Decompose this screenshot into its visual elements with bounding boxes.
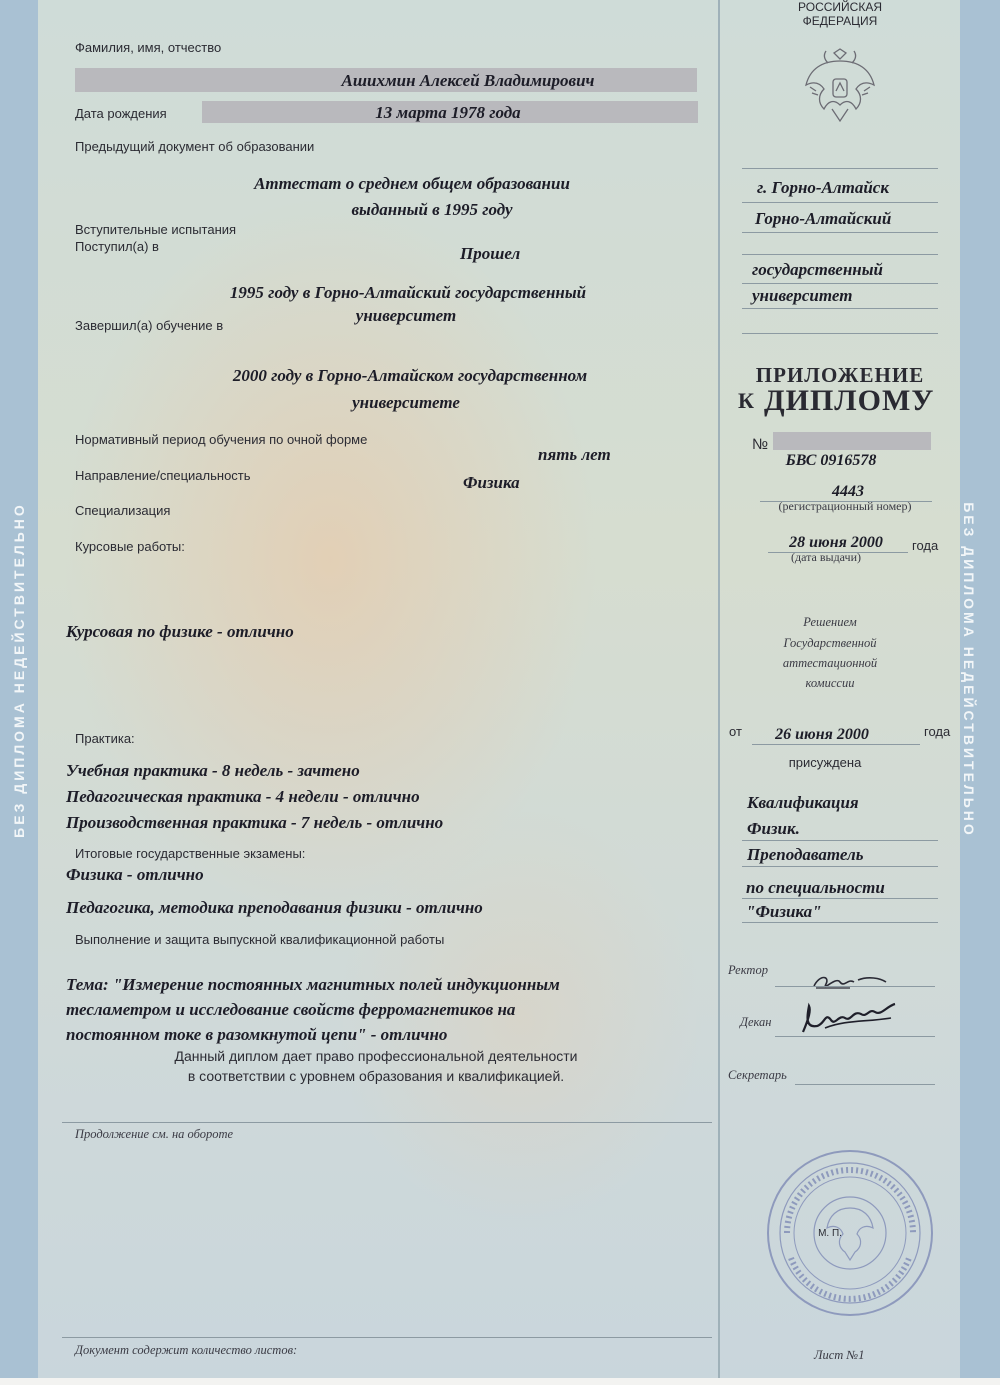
birth-value: 13 марта 1978 года: [375, 103, 521, 122]
ruled-line: [752, 744, 920, 745]
sheets-count-label: Документ содержит количество листов:: [75, 1343, 298, 1357]
practice-item: Производственная практика - 7 недель - отлично: [66, 813, 444, 832]
stamp-mp-label: М. П.: [818, 1228, 842, 1239]
ruled-line: [742, 840, 938, 841]
prev-doc-line2: выданный в 1995 году: [351, 200, 513, 219]
issue-caption: (дата выдачи): [791, 550, 861, 564]
thesis-label: Выполнение и защита выпускной квалификационной работы: [75, 932, 445, 947]
awarded-label: присуждена: [788, 755, 862, 770]
practice-label: Практика:: [75, 731, 135, 746]
prev-doc-line1: Аттестат о среднем общем образовании: [254, 174, 570, 193]
diploma-number: БВС 0916578: [785, 452, 877, 469]
dean-signature: [795, 998, 905, 1040]
ruled-line: [742, 898, 938, 899]
direction-label: Направление/специальность: [75, 468, 251, 483]
rights-line2: в соответствии с уровнем образования и квалификацией.: [187, 1068, 565, 1084]
number-symbol: №: [752, 436, 769, 453]
ruled-line: [742, 308, 938, 309]
finished-label: Завершил(а) обучение в: [75, 318, 224, 333]
specialization-label: Специализация: [75, 503, 171, 518]
course-value: Курсовая по физике - отлично: [66, 622, 294, 641]
from-word: от: [729, 724, 742, 739]
fio-value: Ашихмин Алексей Владимирович: [341, 71, 595, 90]
finished-line1: 2000 году в Горно-Алтайском государственном: [232, 366, 588, 385]
supplement-title-line1: ПРИЛОЖЕНИЕ: [755, 363, 925, 387]
rector-label: Ректор: [728, 963, 768, 977]
university-line: государственный: [752, 260, 883, 279]
entrance-label: Вступительные испытания: [75, 222, 237, 237]
number-redaction: [773, 432, 931, 450]
supplement-title-line2: ДИПЛОМУ: [764, 384, 935, 417]
course-label: Курсовые работы:: [75, 539, 185, 554]
prev-doc-label: Предыдущий документ об образовании: [75, 139, 315, 154]
rights-line1: Данный диплом дает право профессиональной деятельности: [174, 1048, 578, 1064]
finished-line2: университете: [352, 393, 460, 412]
decision-line: Государственной: [783, 636, 877, 650]
thesis-line: Тема: "Измерение постоянных магнитных полей индукционным: [66, 975, 560, 994]
city-value: г. Горно-Алтайск: [757, 178, 889, 197]
university-line: университет: [752, 286, 853, 305]
decision-date: 26 июня 2000: [775, 726, 869, 743]
exam-item: Физика - отлично: [66, 865, 204, 884]
page-divider: [718, 0, 720, 1385]
enrolled-line2: университет: [355, 306, 457, 325]
decision-line: аттестационной: [782, 656, 878, 670]
ruled-line: [742, 333, 938, 334]
rector-signature: [810, 968, 890, 998]
university-line: Горно-Алтайский: [755, 209, 892, 228]
ruled-line: [742, 202, 938, 203]
exams-label: Итоговые государственные экзамены:: [75, 846, 306, 861]
paper-bottom-edge: [0, 1378, 1000, 1385]
issue-date: 28 июня 2000: [789, 534, 883, 551]
country-line2: ФЕДЕРАЦИЯ: [802, 14, 878, 28]
period-value: пять лет: [538, 445, 611, 464]
exam-item: Педагогика, методика преподавания физики - отлично: [66, 898, 483, 917]
practice-item: Учебная практика - 8 недель - зачтено: [66, 761, 360, 780]
left-strip-text: БЕЗ ДИПЛОМА НЕДЕЙСТВИТЕЛЬНО: [11, 502, 27, 838]
qualification-line: Физик.: [747, 819, 800, 838]
period-label: Нормативный период обучения по очной форме: [75, 432, 368, 447]
ruled-line: [742, 283, 938, 284]
official-seal-icon: [765, 1148, 935, 1318]
coat-of-arms-icon: [800, 45, 880, 125]
qualification-line: по специальности: [746, 878, 885, 897]
enrolled-label: Поступил(а) в: [75, 239, 159, 254]
year-word-2: года: [924, 724, 951, 739]
direction-value: Физика: [463, 473, 520, 492]
practice-item: Педагогическая практика - 4 недели - отлично: [66, 787, 420, 806]
ruled-line: [775, 986, 935, 987]
registration-caption: (регистрационный номер): [778, 499, 912, 513]
thesis-line: постоянном токе в разомкнутой цепи" - отлично: [66, 1025, 448, 1044]
sheet-number: Лист №1: [814, 1348, 865, 1362]
ruled-line: [742, 866, 938, 867]
ruled-line: [795, 1084, 935, 1085]
year-word: года: [912, 538, 939, 553]
enrolled-line1: 1995 году в Горно-Алтайский государственный: [229, 283, 587, 302]
ruled-line: [742, 168, 938, 169]
decision-line: комиссии: [805, 676, 855, 690]
right-strip-text: БЕЗ ДИПЛОМА НЕДЕЙСТВИТЕЛЬНО: [961, 502, 977, 838]
thesis-line: тесламетром и исследование свойств ферромагнетиков на: [66, 1000, 516, 1019]
fio-label: Фамилия, имя, отчество: [75, 40, 222, 55]
ruled-line: [742, 922, 938, 923]
secretary-label: Секретарь: [728, 1068, 787, 1082]
registration-number: 4443: [832, 483, 864, 500]
decision-line: Решением: [803, 615, 857, 629]
birth-label: Дата рождения: [75, 106, 167, 121]
ruled-line: [742, 232, 938, 233]
supplement-title-k: К: [738, 388, 754, 413]
qualification-line: Квалификация: [747, 793, 859, 812]
country-line1: РОССИЙСКАЯ: [798, 0, 882, 14]
dean-label: Декан: [740, 1015, 772, 1029]
continued-note: Продолжение см. на обороте: [75, 1127, 234, 1141]
qualification-line: "Физика": [746, 902, 822, 921]
qualification-line: Преподаватель: [747, 845, 864, 864]
separator-line: [62, 1337, 712, 1338]
ruled-line: [775, 1036, 935, 1037]
entrance-value: Прошел: [460, 244, 521, 263]
separator-line: [62, 1122, 712, 1123]
ruled-line: [742, 254, 938, 255]
